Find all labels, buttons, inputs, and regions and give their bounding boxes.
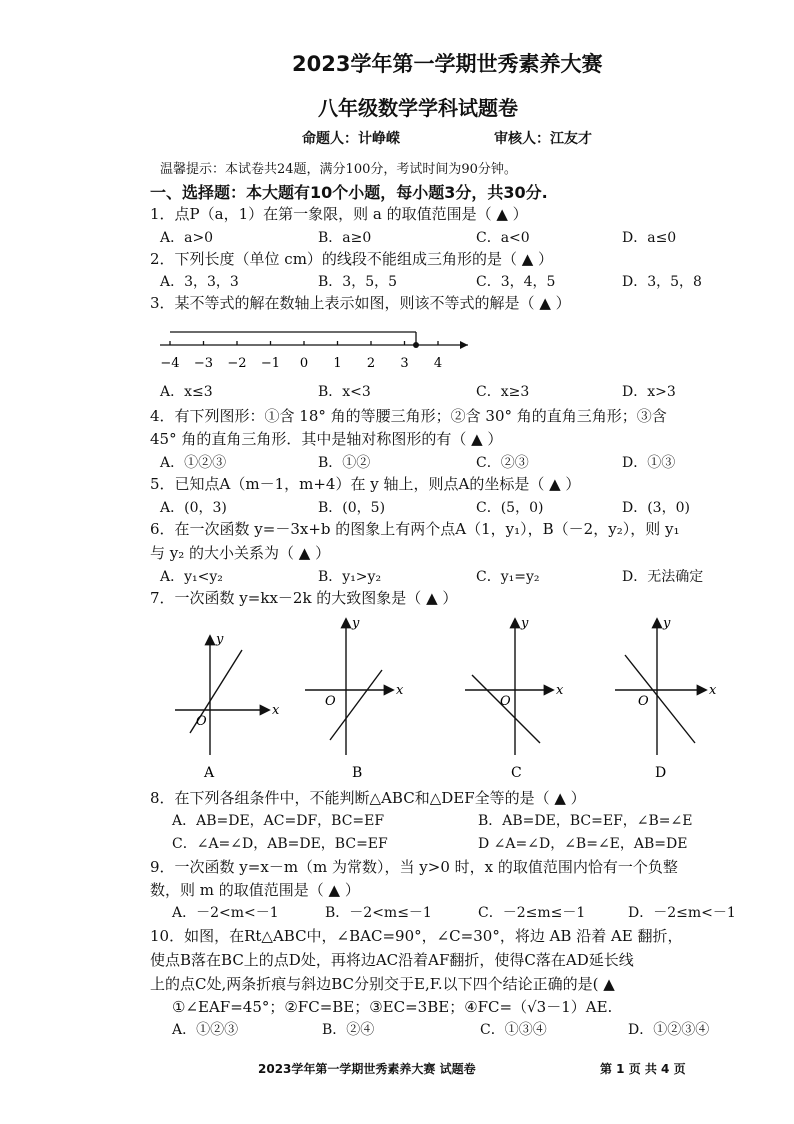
question-10-line3: 上的点C处,两条折痕与斜边BC分别交于E,F.以下四个结论正确的是( ▲	[150, 975, 615, 993]
q8-option-b: B．AB=DE，BC=EF，∠B=∠E	[478, 813, 693, 829]
q1-option-c: C．a<0	[476, 230, 530, 246]
graph-b	[305, 616, 404, 781]
graph-a-origin: O	[196, 714, 207, 729]
q4-option-b: B．①②	[318, 455, 371, 471]
q1-option-a: A．a>0	[160, 230, 214, 246]
question-8: 8．在下列各组条件中，不能判断△ABC和△DEF全等的是（ ▲ ）	[150, 789, 586, 807]
graph-b-x-label: x	[396, 683, 404, 698]
question-1: 1．点P（a，1）在第一象限，则 a 的取值范围是（ ▲ ）	[150, 205, 528, 223]
q6-option-d: D．无法确定	[622, 569, 704, 585]
question-4-line2: 45° 角的直角三角形．其中是轴对称图形的有（ ▲ ）	[150, 430, 503, 448]
q3-option-d: D．x>3	[622, 384, 676, 400]
q6-option-a: A．y₁<y₂	[160, 569, 223, 585]
graph-c	[465, 616, 564, 781]
q10-option-a: A．①②③	[172, 1022, 239, 1038]
number-line-tick-label: 3	[400, 356, 409, 371]
q5-option-c: C．(5，0)	[476, 500, 544, 516]
number-line-tick-label: −3	[193, 356, 214, 371]
question-10-line2: 使点B落在BC上的点D处，再将边AC沿着AF翻折，使得C落在AD延长线	[150, 951, 634, 969]
graph-b-y-label: y	[352, 616, 360, 631]
graph-b-label: B	[352, 765, 363, 781]
q2-option-b: B．3，5，5	[318, 274, 398, 290]
q3-option-a: A．x≤3	[160, 384, 213, 400]
graph-c-label: C	[511, 765, 522, 781]
number-line-tick-label: 2	[366, 356, 376, 371]
q8-option-c: C．∠A=∠D，AB=DE，BC=EF	[172, 836, 388, 852]
question-5: 5．已知点A（m－1，m+4）在 y 轴上，则点A的坐标是（ ▲ ）	[150, 475, 581, 493]
graph-d-line	[625, 655, 695, 743]
q5-option-b: B．(0，5)	[318, 500, 386, 516]
footer-text: 2023学年第一学期世秀素养大赛 试题卷	[258, 1062, 476, 1076]
q1-option-b: B．a≥0	[318, 230, 372, 246]
q10-option-c: C．①③④	[480, 1022, 547, 1038]
q2-option-a: A．3，3，3	[160, 274, 239, 290]
q4-option-c: C．②③	[476, 455, 529, 471]
number-line-tick-label: 4	[433, 356, 443, 371]
q8-option-a: A．AB=DE，AC=DF，BC=EF	[172, 813, 385, 829]
question-9-line2: 数，则 m 的取值范围是（ ▲ ）	[150, 881, 360, 899]
graph-c-x-label: x	[556, 683, 564, 698]
graph-d-x-label: x	[709, 683, 717, 698]
q9-option-d: D．－2≤m<－1	[628, 905, 736, 921]
number-line-arrow	[460, 341, 468, 349]
graph-d-origin: O	[638, 694, 649, 709]
q5-option-a: A．(0，3)	[160, 500, 227, 516]
page-number: 第 1 页 共 4 页	[600, 1062, 686, 1076]
q9-option-c: C．－2≤m≤－1	[478, 905, 586, 921]
question-10-line4: ①∠EAF=45°；②FC=BE；③EC=3BE；④FC=（√3－1）AE.	[172, 998, 613, 1016]
graph-a-label: A	[204, 765, 215, 781]
q5-option-d: D．(3，0)	[622, 500, 690, 516]
q4-option-a: A．①②③	[160, 455, 227, 471]
exam-title: 2023学年第一学期世秀素养大赛	[292, 52, 603, 76]
reviewer-name: 审核人：江友才	[494, 131, 592, 147]
q2-option-d: D．3，5，8	[622, 274, 702, 290]
question-6-line2: 与 y₂ 的大小关系为（ ▲ ）	[150, 544, 331, 562]
graph-a-x-label: x	[272, 703, 280, 718]
q9-option-a: A．－2<m<－1	[172, 905, 279, 921]
question-7: 7．一次函数 y=kx－2k 的大致图象是（ ▲ ）	[150, 589, 458, 607]
number-line-figure	[150, 325, 470, 375]
q1-option-d: D．a≤0	[622, 230, 677, 246]
exam-tip: 温馨提示：本试卷共24题，满分100分，考试时间为90分钟。	[160, 162, 517, 177]
q6-option-c: C．y₁=y₂	[476, 569, 540, 585]
graph-d-label: D	[655, 765, 667, 781]
q10-option-d: D．①②③④	[628, 1022, 710, 1038]
number-line-tick-label: −2	[227, 356, 247, 371]
exam-subtitle: 八年级数学学科试题卷	[318, 96, 518, 120]
graph-b-origin: O	[325, 694, 336, 709]
q9-option-b: B．－2<m≤－1	[325, 905, 432, 921]
q4-option-d: D．①③	[622, 455, 676, 471]
section-heading: 一、选择题：本大题有10个小题，每小题3分，共30分.	[150, 183, 548, 202]
question-3: 3．某不等式的解在数轴上表示如图，则该不等式的解是（ ▲ ）	[150, 294, 571, 312]
number-line-tick-label: 0	[299, 356, 309, 371]
graph-a	[175, 632, 280, 781]
number-line-tick-label: −1	[260, 356, 281, 371]
graph-d	[615, 616, 717, 781]
graph-b-line	[330, 670, 382, 740]
q3-option-c: C．x≥3	[476, 384, 530, 400]
number-line-tick-label: 1	[333, 356, 342, 371]
graph-c-origin: O	[500, 694, 511, 709]
graph-c-line	[472, 675, 540, 743]
graph-d-y-label: y	[663, 616, 671, 631]
q10-option-b: B．②④	[322, 1022, 375, 1038]
question-10-line1: 10．如图，在Rt△ABC中，∠BAC=90°，∠C=30°，将边 AB 沿着 AE 翻折，	[150, 927, 683, 945]
graph-c-y-label: y	[521, 616, 529, 631]
question-6-line1: 6．在一次函数 y=－3x+b 的图象上有两个点A（1，y₁），B（－2，y₂），则 y₁	[150, 520, 680, 538]
question-9-line1: 9．一次函数 y=x－m（m 为常数），当 y>0 时，x 的取值范围内恰有一个负整	[150, 858, 678, 876]
question-2: 2．下列长度（单位 cm）的线段不能组成三角形的是（ ▲ ）	[150, 250, 554, 268]
q6-option-b: B．y₁>y₂	[318, 569, 382, 585]
linear-graphs-figure	[160, 615, 760, 785]
author-name: 命题人：计峥嵘	[302, 131, 400, 147]
graph-a-y-label: y	[216, 632, 224, 647]
q8-option-d: D ∠A=∠D，∠B=∠E，AB=DE	[478, 836, 688, 852]
q2-option-c: C．3，4，5	[476, 274, 556, 290]
question-4-line1: 4．有下列图形：①含 18° 角的等腰三角形；②含 30° 角的直角三角形；③含	[150, 407, 667, 425]
q3-option-b: B．x<3	[318, 384, 371, 400]
number-line-tick-label: −4	[160, 356, 180, 371]
solution-endpoint-dot	[413, 342, 419, 348]
